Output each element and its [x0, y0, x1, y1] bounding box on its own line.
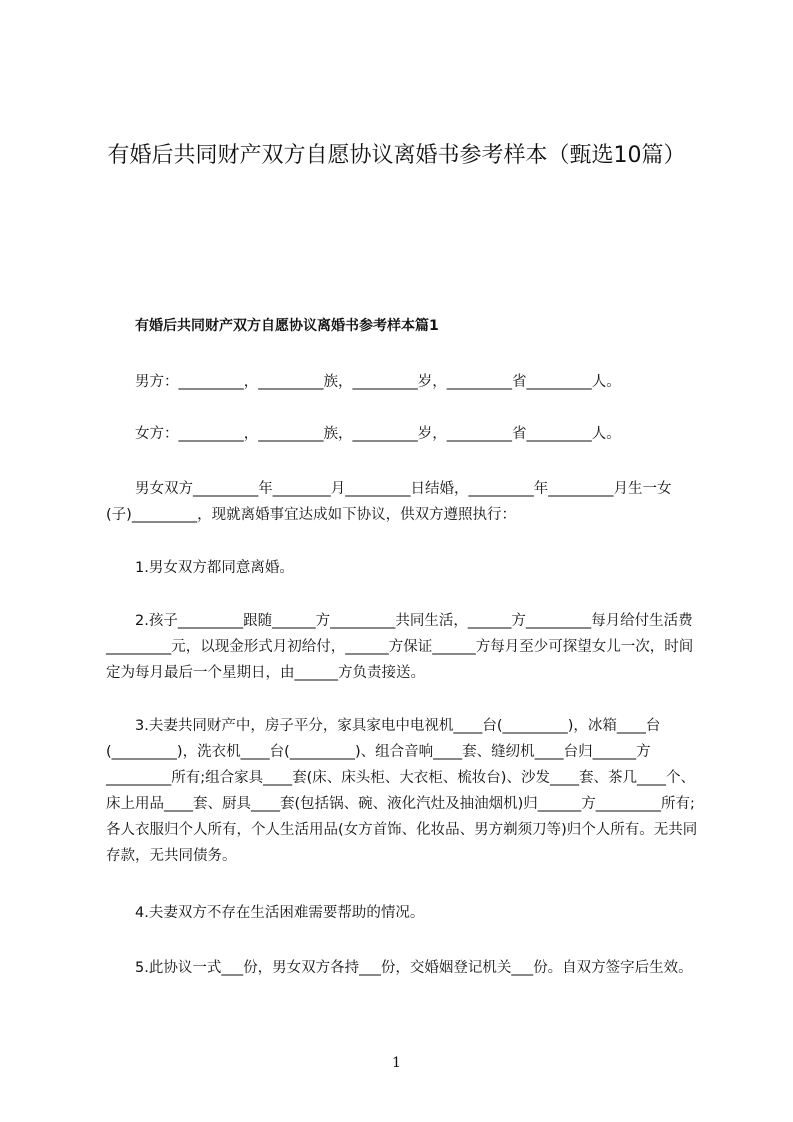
paragraph-clause-2: 2.孩子_________跟随______方_________共同生活，______方_________每月给付生活费_________元，以现金形式月初给付，______方保证______方每月至少可探望女儿一次，时间定为每月最后一个星期日，由______方负责接送。 [106, 613, 694, 681]
paragraph-clause-1: 1.男女双方都同意离婚。 [106, 560, 294, 576]
paragraph-clause-5: 5.此协议一式___份，男女双方各持___份，交婚姻登记机关___份。自双方签字后生效。 [106, 960, 693, 976]
page-number: 1 [392, 1055, 401, 1071]
document-title: 有婚后共同财产双方自愿协议离婚书参考样本（甄选10篇） [107, 143, 686, 168]
section-heading: 有婚后共同财产双方自愿协议离婚书参考样本篇1 [135, 318, 439, 334]
paragraph-female-party: 女方：_________，_________族，_________岁，_________省_________人。 [106, 426, 621, 442]
paragraph-clause-3: 3.夫妻共同财产中，房子平分，家具家电中电视机____台(_________)，冰箱____台(_________)，洗衣机____台(_________)、组合音响____套、缝纫机____台归______方_________所有;组合家具____套(床、床头柜、大衣柜、梳妆台)、沙发____套、茶几____个、床上用品____套、厨具____套(包括锅、碗、液化汽灶及抽油烟机)归______方_________所有;各人衣服归个人所有，个人生活用品(女方首饰、化妆品、男方剃须刀等)归个人所有。无共同存款，无共同债务。 [106, 718, 698, 864]
paragraph-marriage-info: 男女双方_________年________月_________日结婚，_________年_________月生一女(子)_________，现就离婚事宜达成如下协议，供双方遵照执行： [106, 481, 672, 523]
paragraph-male-party: 男方：_________，_________族，_________岁，_________省_________人。 [106, 374, 621, 390]
paragraph-clause-4: 4.夫妻双方不存在生活困难需要帮助的情况。 [106, 905, 425, 921]
